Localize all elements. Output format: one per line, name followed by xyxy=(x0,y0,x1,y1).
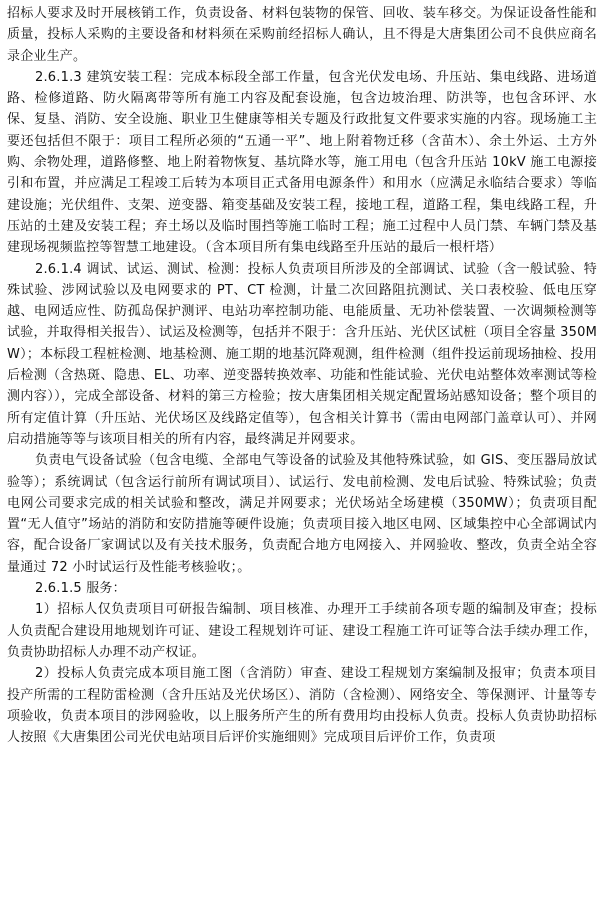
paragraph-service-item-1: 1）招标人仅负责项目可研报告编制、项目核准、办理开工手续前各项专题的编制及审查；投标人负责配合建设用地规划许可证、建设工程规划许可证、建设工程施工许可证等合法手续办理工作，负责协助招标人办理不动产权证。 xyxy=(7,602,597,660)
paragraph-2-6-1-5-heading: 2.6.1.5 服务： xyxy=(35,581,126,597)
paragraph-continuation: 招标人要求及时开展核销工作，负责设备、材料包装物的保管、回收、装车移交。为保证设备性能和质量，投标人采购的主要设备和材料须在采购前经招标人确认，且不得是大唐集团公司不良供应商名录企业生产。 xyxy=(7,6,597,64)
paragraph-2-6-1-4-testing: 2.6.1.4 调试、试运、测试、检测：投标人负责项目所涉及的全部调试、试验（含一般试验、特殊试验、涉网试验以及电网要求的 PT、CT 检测，计量二次回路阻抗测试、关口表校验、低电压穿越、电网适应性、防孤岛保护测评、电站功率控制功能、电能质量、无功补偿装置、一次调频检测等试验，并取得相关报告）、试运及检测等，包括并不限于：含升压站、光伏区试桩（项目全容量 350MW）；本标段工程桩检测、地基检测、施工期的地基沉降观测，组件检测（组件投运前现场抽检、投用后检测（含热斑、隐患、EL、功率、逆变器转换效率、功能和性能试验、光伏电站整体效率测试等检测内容）），完成全部设备、材料的第三方检验；按大唐集团相关规定配置场站感知设备；整个项目的所有定值计算（升压站、光伏场区及线路定值等），包含相关计算书（需由电网部门盖章认可）、并网启动措施等等与该项目相关的所有内容，最终满足并网要求。 xyxy=(7,261,597,447)
paragraph-electrical-tests: 负责电气设备试验（包含电缆、全部电气等设备的试验及其他特殊试验，如 GIS、变压器局放试验等）；系统调试（包含运行前所有调试项目）、试运行、发电前检测、发电后试验、特殊试验；负责电网公司要求完成的相关试验和整改，满足并网要求；光伏场站全场建模（350MW）；负责项目配置“无人值守”场站的消防和安防措施等硬件设施；负责项目接入地区电网、区域集控中心全部调试内容，配合设备厂家调试以及有关技术服务，负责配合地方电网接入、并网验收、整改，负责全站全容量通过 72 小时试运行及性能考核验收；。 xyxy=(7,453,597,575)
paragraph-service-item-2: 2）投标人负责完成本项目施工图（含消防）审查、建设工程规划方案编制及报审；负责本项目投产所需的工程防雷检测（含升压站及光伏场区）、消防（含检测）、网络安全、等保测评、计量等专项验收，负责本项目的涉网验收，以上服务所产生的所有费用均由投标人负责。投标人负责协助招标人按照《大唐集团公司光伏电站项目后评价实施细则》完成项目后评价工作，负责项 xyxy=(7,666,597,746)
paragraph-2-6-1-3-construction: 2.6.1.3 建筑安装工程：完成本标段全部工作量，包含光伏发电场、升压站、集电线路、进场道路、检修道路、防火隔离带等所有施工内容及配套设施，包含边坡治理、防洪等，也包含环评、水保、复垦、消防、安全设施、职业卫生健康等相关专题及行政批复文件要求实施的内容。现场施工主要还包括但不限于：项目工程所必须的“五通一平”、地上附着物迁移（含苗木）、余土外运、土方外购、余物处理，道路修整、地上附着物恢复、基坑降水等，施工用电（包含升压站 10kV 施工电源接引和布置，并应满足工程竣工后转为本项目正式备用电源条件）和用水（应满足永临结合要求）等临建设施；光伏组件、支架、逆变器、箱变基础及安装工程，接地工程，道路工程，集电线路工程，升压站的土建及安装工程；弃土场以及临时围挡等施工临时工程；施工过程中人员门禁、车辆门禁及基建现场视频监控等智慧工地建设。（含本项目所有集电线路至升压站的最后一根杆塔） xyxy=(7,69,597,256)
